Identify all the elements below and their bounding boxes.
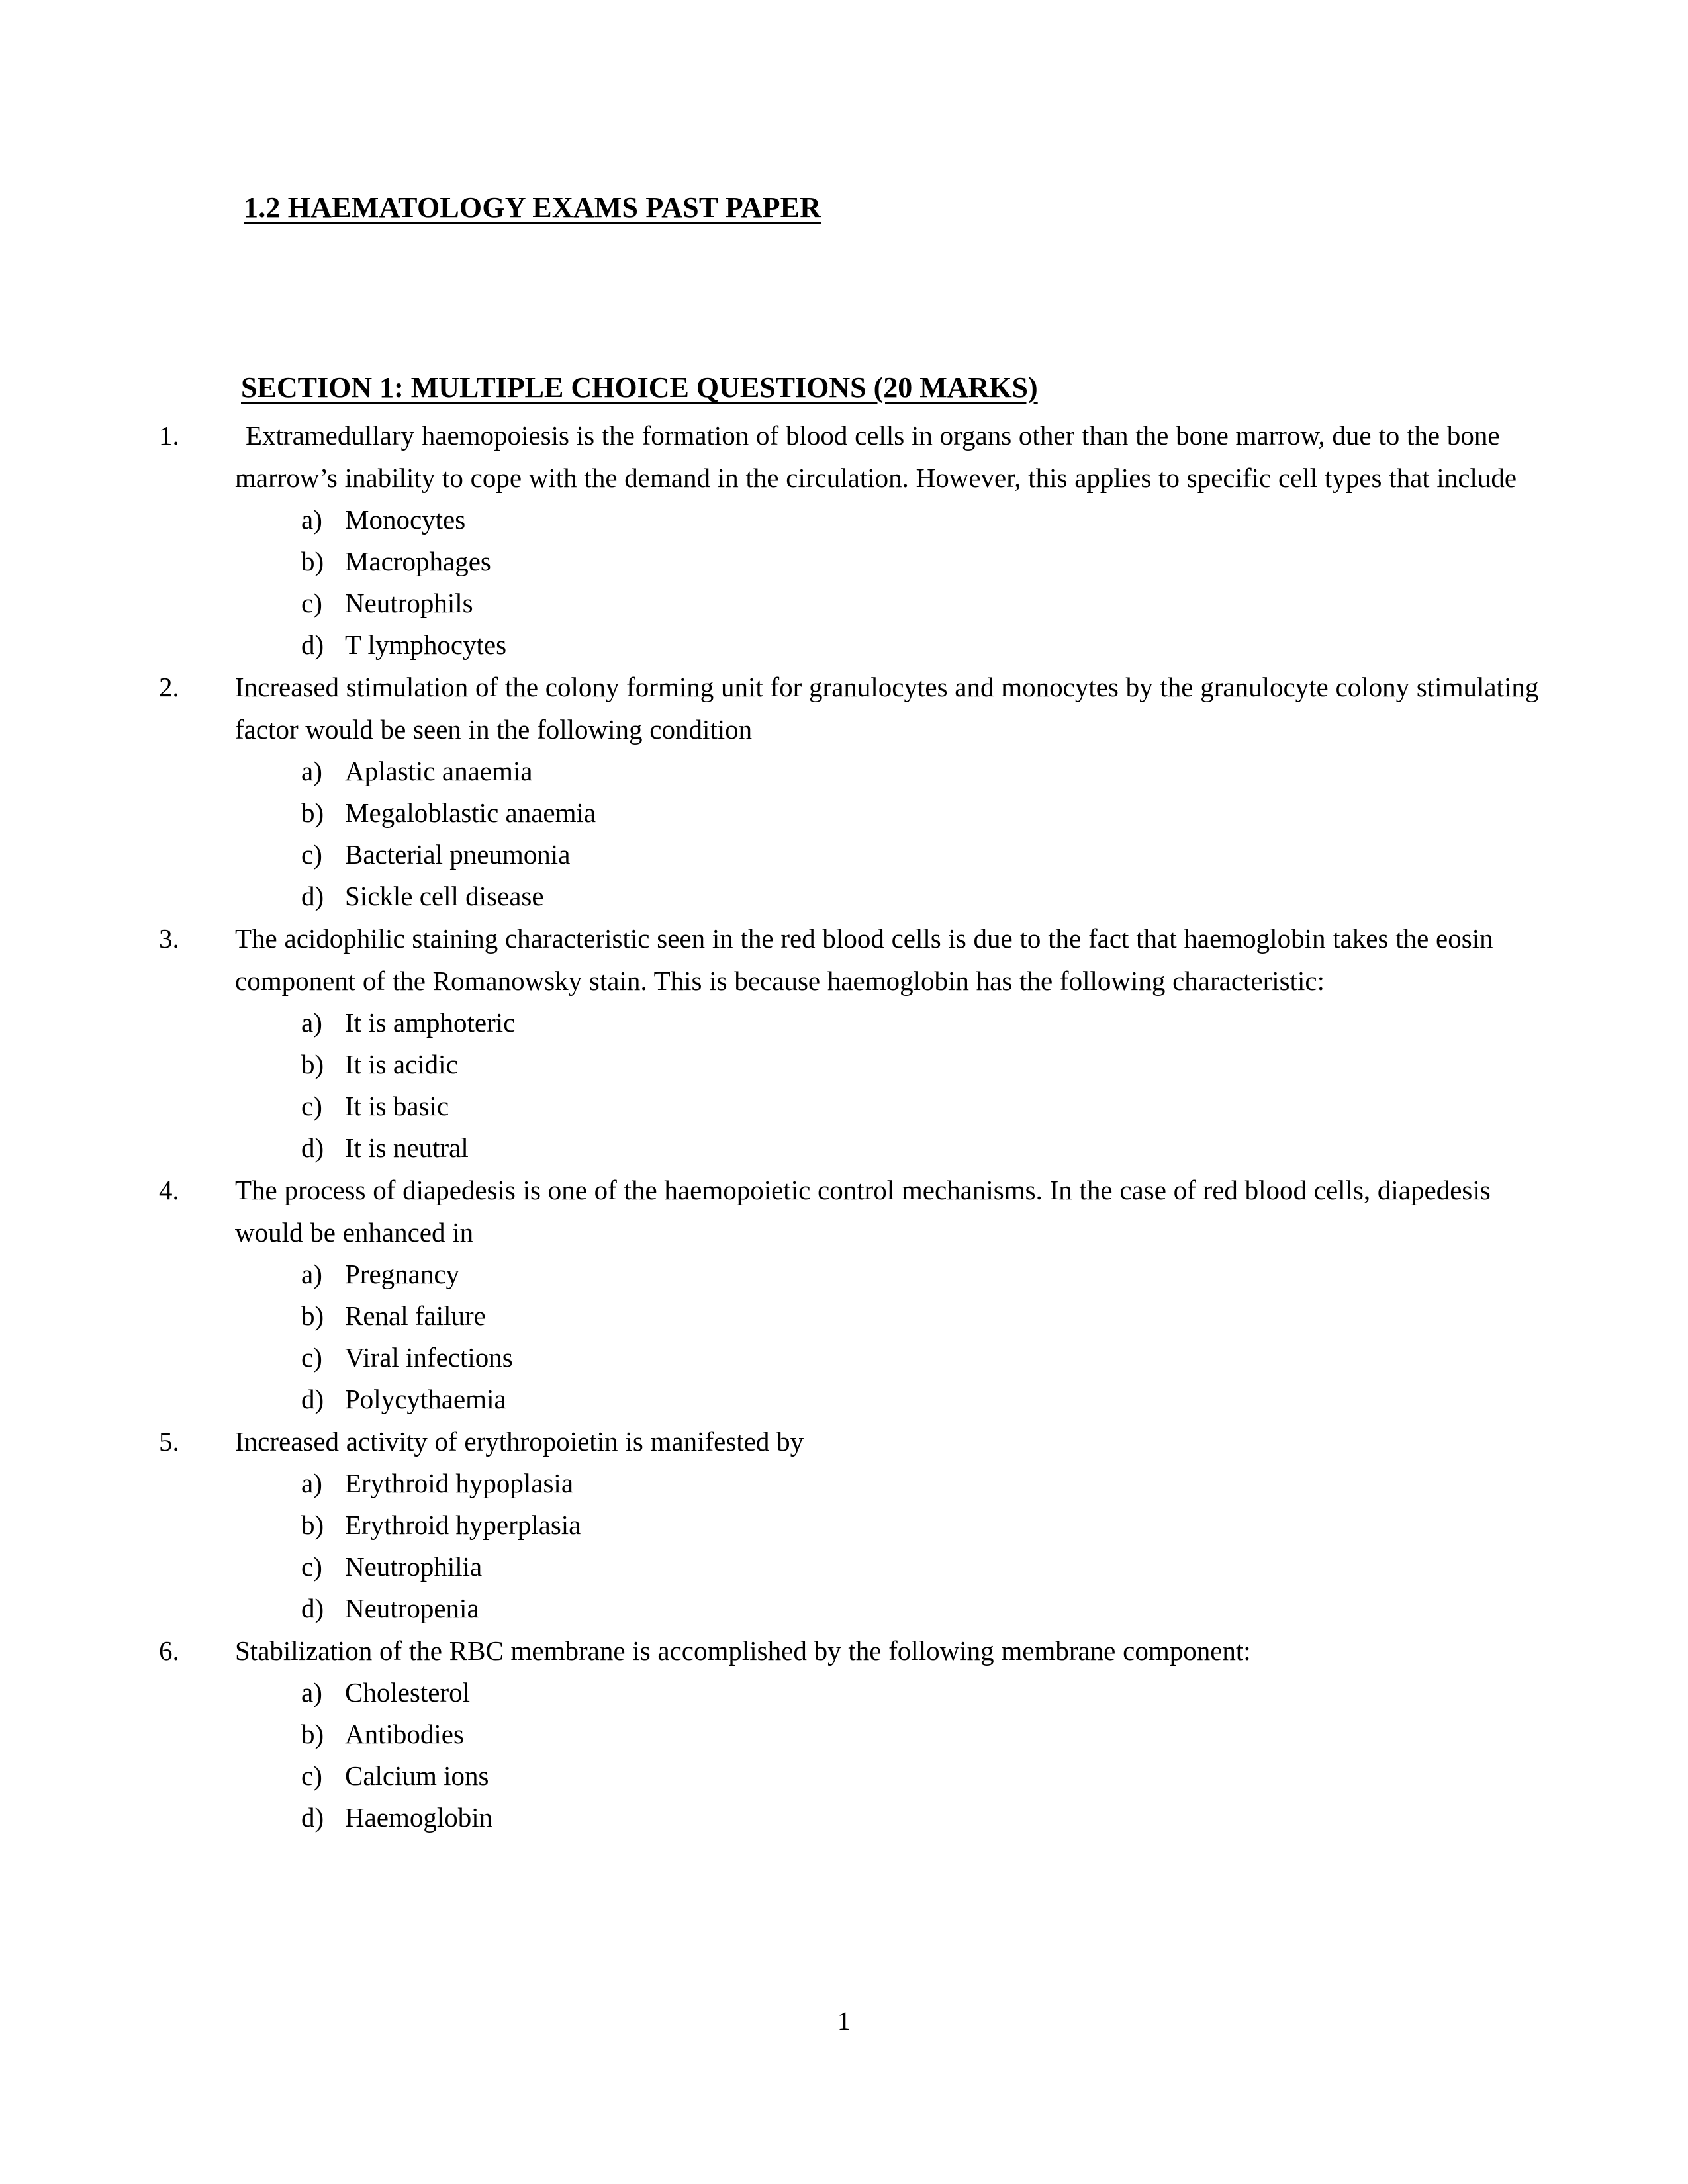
question-item [0,917,1688,1169]
option-text: Calcium ions [345,1760,489,1791]
option-item[interactable] [301,792,1562,834]
option-label: d) [301,1593,324,1623]
option-text: Erythroid hypoplasia [345,1468,574,1498]
option-label: a) [301,1007,322,1038]
question-number: 6. [159,1635,179,1666]
option-label: c) [301,1091,322,1121]
option-item[interactable] [301,1002,1562,1044]
option-label: d) [301,881,324,911]
question-text: The process of diapedesis is one of the haemopoietic control mechanisms. In the case of red blood cells, diapedesis would be enhanced in [235,1175,1491,1248]
question-number: 1. [159,420,179,451]
question-number: 2. [159,672,179,702]
option-label: c) [301,588,322,618]
option-list [235,751,1562,917]
option-item[interactable] [301,1797,1562,1839]
option-item[interactable] [301,1463,1562,1504]
page-number: 1 [837,2006,851,2036]
option-item[interactable] [301,1295,1562,1337]
option-text: Cholesterol [345,1677,471,1707]
option-item[interactable] [301,624,1562,666]
option-item[interactable] [301,1504,1562,1546]
option-label: b) [301,1049,324,1079]
option-label: d) [301,1132,324,1163]
option-text: Aplastic anaemia [345,756,533,786]
option-list [235,1672,1562,1839]
option-item[interactable] [301,1044,1562,1085]
option-label: c) [301,839,322,870]
option-text: Macrophages [345,546,491,576]
option-label: c) [301,1342,322,1373]
option-item[interactable] [301,1379,1562,1420]
question-number: 4. [159,1175,179,1205]
question-item [0,1629,1688,1839]
option-text: Erythroid hyperplasia [345,1510,581,1540]
option-text: Antibodies [345,1719,464,1749]
section-header: SECTION 1: MULTIPLE CHOICE QUESTIONS (20 MARKS) [241,371,1038,404]
question-text: Extramedullary haemopoiesis is the formation of blood cells in organs other than the bone marrow, due to the bone marrow’s inability to cope with the demand in the circulation. However, this applies to specific cell types that include [235,420,1517,493]
option-label: b) [301,1300,324,1331]
option-list [235,1002,1562,1169]
question-text: The acidophilic staining characteristic seen in the red blood cells is due to the fact that haemoglobin takes the eosin component of the Romanowsky stain. This is because haemoglobin has the following characteristic: [235,923,1493,996]
option-item[interactable] [301,1085,1562,1127]
option-label: a) [301,504,322,535]
option-text: It is acidic [345,1049,458,1079]
option-text: Neutropenia [345,1593,479,1623]
question-number: 5. [159,1426,179,1457]
option-text: Neutrophils [345,588,473,618]
option-item[interactable] [301,1713,1562,1755]
option-text: It is basic [345,1091,449,1121]
option-text: T lymphocytes [345,629,507,660]
option-item[interactable] [301,499,1562,541]
option-text: Pregnancy [345,1259,460,1289]
option-label: c) [301,1551,322,1582]
option-label: c) [301,1760,322,1791]
option-item[interactable] [301,1337,1562,1379]
option-item[interactable] [301,541,1562,582]
option-list [235,499,1562,666]
option-label: a) [301,1259,322,1289]
option-item[interactable] [301,1253,1562,1295]
option-text: It is amphoteric [345,1007,516,1038]
option-label: b) [301,1510,324,1540]
option-label: b) [301,1719,324,1749]
question-item [0,1169,1688,1420]
option-text: Haemoglobin [345,1802,493,1833]
option-text: Renal failure [345,1300,486,1331]
option-item[interactable] [301,751,1562,792]
question-text: Increased activity of erythropoietin is manifested by [235,1426,804,1457]
option-item[interactable] [301,1672,1562,1713]
option-text: Neutrophilia [345,1551,483,1582]
option-item[interactable] [301,1588,1562,1629]
option-text: It is neutral [345,1132,469,1163]
question-number: 3. [159,923,179,954]
option-item[interactable] [301,1127,1562,1169]
option-item[interactable] [301,582,1562,624]
option-list [235,1463,1562,1629]
question-list [0,414,1688,1839]
option-text: Megaloblastic anaemia [345,797,596,828]
option-list [235,1253,1562,1420]
page-title: 1.2 HAEMATOLOGY EXAMS PAST PAPER [244,191,821,224]
option-label: b) [301,546,324,576]
option-text: Bacterial pneumonia [345,839,571,870]
option-text: Sickle cell disease [345,881,544,911]
option-item[interactable] [301,1546,1562,1588]
question-item [0,414,1688,666]
option-label: a) [301,756,322,786]
question-text: Increased stimulation of the colony forming unit for granulocytes and monocytes by the granulocyte colony stimulating factor would be seen in the following condition [235,672,1539,745]
question-item [0,1420,1688,1629]
question-text: Stabilization of the RBC membrane is accomplished by the following membrane component: [235,1635,1251,1666]
option-label: b) [301,797,324,828]
option-label: a) [301,1677,322,1707]
option-text: Viral infections [345,1342,513,1373]
option-item[interactable] [301,1755,1562,1797]
question-item [0,666,1688,917]
option-label: a) [301,1468,322,1498]
option-text: Monocytes [345,504,466,535]
option-label: d) [301,629,324,660]
option-text: Polycythaemia [345,1384,506,1414]
option-item[interactable] [301,834,1562,876]
option-label: d) [301,1802,324,1833]
option-label: d) [301,1384,324,1414]
option-item[interactable] [301,876,1562,917]
